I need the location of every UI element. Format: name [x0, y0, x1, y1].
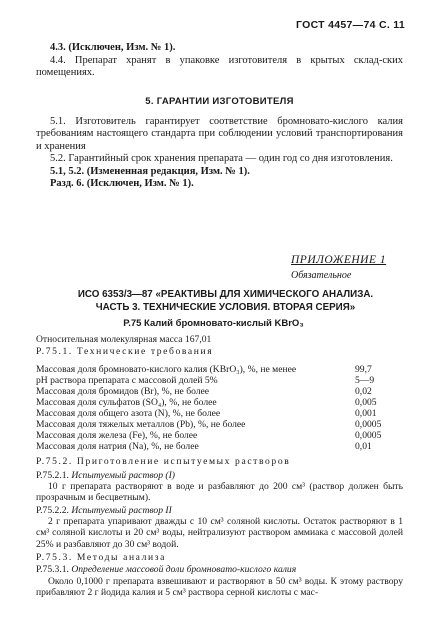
- p75-2-1: [36, 470, 403, 481]
- para-5-1-5-2-amend: 5.1, 5.2. (Измененная редакция, Изм. № 1).: [50, 165, 250, 177]
- p75-2-heading: Р.75.2. Приготовление испытуемых растворов: [36, 455, 291, 467]
- spec-label: Массовая доля железа (Fe), %, не более: [36, 429, 198, 441]
- p75-2-1-text: 10 г препарата растворяют в воде и разбавляют до 200 см³ (раствор должен быть прозрачным и бесцветным).: [36, 481, 403, 504]
- spec-row: [36, 386, 403, 397]
- spec-value: 99,7: [355, 363, 372, 375]
- spec-row: [36, 441, 403, 452]
- spec-row: [36, 419, 403, 430]
- p75-1-heading: Р.75.1. Технические требования: [36, 346, 214, 358]
- para-4-4: 4.4. Препарат хранят в упаковке изготовителя в крытых склад-ских помещениях.: [36, 54, 403, 78]
- p75-3-1-text: Около 0,1000 г препарата взвешивают и растворяют в 50 см³ воды. К этому раствору прибавляют 2 г йодида калия и 5 см³ раствора серной кислоты с мас-: [36, 575, 403, 598]
- para-section-6: Разд. 6. (Исключен, Изм. № 1).: [50, 178, 194, 189]
- appendix-title: ПРИЛОЖЕНИЕ 1: [291, 254, 387, 266]
- spec-value: 0,0005: [355, 429, 382, 441]
- section-5-title: 5. ГАРАНТИИ ИЗГОТОВИТЕЛЯ: [145, 96, 294, 107]
- p75-2-1-number: Р.75.2.1.: [36, 469, 69, 481]
- p75-3-1-title: Определение массовой доли бромновато-кислого калия: [71, 564, 297, 576]
- spec-label: Массовая доля общего азота (N), %, не более: [36, 407, 221, 419]
- spec-label: Массовая доля бромидов (Br), %, не более: [36, 385, 210, 397]
- spec-label: Массовая доля натрия (Na), %, не более: [36, 440, 199, 452]
- spec-label: pH раствора препарата с массовой долей 5%: [36, 374, 218, 386]
- para-5-1: 5.1. Изготовитель гарантирует соответствие бромновато-кислого калия требованиям настоящего стандарта при соблюдении условий транспортирования и хранения: [36, 115, 403, 152]
- page-header: ГОСТ 4457—74 С. 11: [295, 19, 405, 31]
- iso-title-line-1: ИСО 6353/3—87 «РЕАКТИВЫ ДЛЯ ХИМИЧЕСКОГО АНАЛИЗА.: [77, 289, 374, 300]
- spec-row: [36, 397, 403, 408]
- p75-2-2-number: Р.75.2.2.: [36, 504, 69, 516]
- top-paragraphs: [36, 42, 403, 80]
- p75-2-2-text: 2 г препарата упаривают дважды с 10 см³ соляной кислоты. Остаток растворяют в 1 см³ соляной кислоты и 20 см³ воды, нейтрализуют раствором аммиака с массовой долей 25% и разбавляют до 30 см³ водой.: [36, 516, 403, 550]
- iso-title: [48, 288, 403, 314]
- p75-2-2: [36, 505, 403, 516]
- p75-3-heading: Р.75.3. Методы анализа: [36, 551, 166, 563]
- p75-2-2-title: Испытуемый раствор II: [71, 504, 172, 516]
- spec-value: 0,001: [355, 407, 377, 419]
- p75-3-1-number: Р.75.3.1.: [36, 564, 69, 576]
- spec-label: Массовая доля бромновато-кислого калия (KBrO₃), %, не менее: [36, 363, 297, 375]
- spec-value: 0,0005: [355, 418, 382, 430]
- para-4-3: 4.3. (Исключен, Изм. № 1).: [50, 42, 176, 53]
- appendix-subtitle: Обязательное: [291, 269, 352, 281]
- spec-section: [36, 334, 403, 598]
- spec-value: 0,01: [355, 440, 372, 452]
- spec-value: 0,02: [355, 385, 372, 397]
- spec-row: [36, 364, 403, 375]
- spec-row: [36, 408, 403, 419]
- spec-row: [36, 375, 403, 386]
- section-5: [36, 96, 403, 191]
- para-5-2: 5.2. Гарантийный срок хранения препарата — один год со дня изготовления.: [50, 153, 393, 164]
- p75-title: Р.75 Калий бромновато-кислый KBrO₃: [123, 318, 304, 329]
- spec-value: 5—9: [355, 374, 375, 386]
- iso-title-line-2: ЧАСТЬ 3. ТЕХНИЧЕСКИЕ УСЛОВИЯ. ВТОРАЯ СЕРИЯ»: [95, 302, 356, 313]
- spec-label: Массовая доля сульфатов (SO₄), %, не более: [36, 396, 217, 408]
- spec-label: Массовая доля тяжелых металлов (Pb), %, не более: [36, 418, 246, 430]
- spec-value: 0,005: [355, 396, 377, 408]
- p75-3-1: [36, 564, 403, 575]
- p75-2-1-title: Испытуемый раствор (I): [71, 469, 175, 481]
- molecular-mass: Относительная молекулярная масса 167,01: [36, 334, 212, 345]
- spec-row: [36, 430, 403, 441]
- spec-table: [36, 364, 403, 452]
- appendix-label: [291, 254, 403, 282]
